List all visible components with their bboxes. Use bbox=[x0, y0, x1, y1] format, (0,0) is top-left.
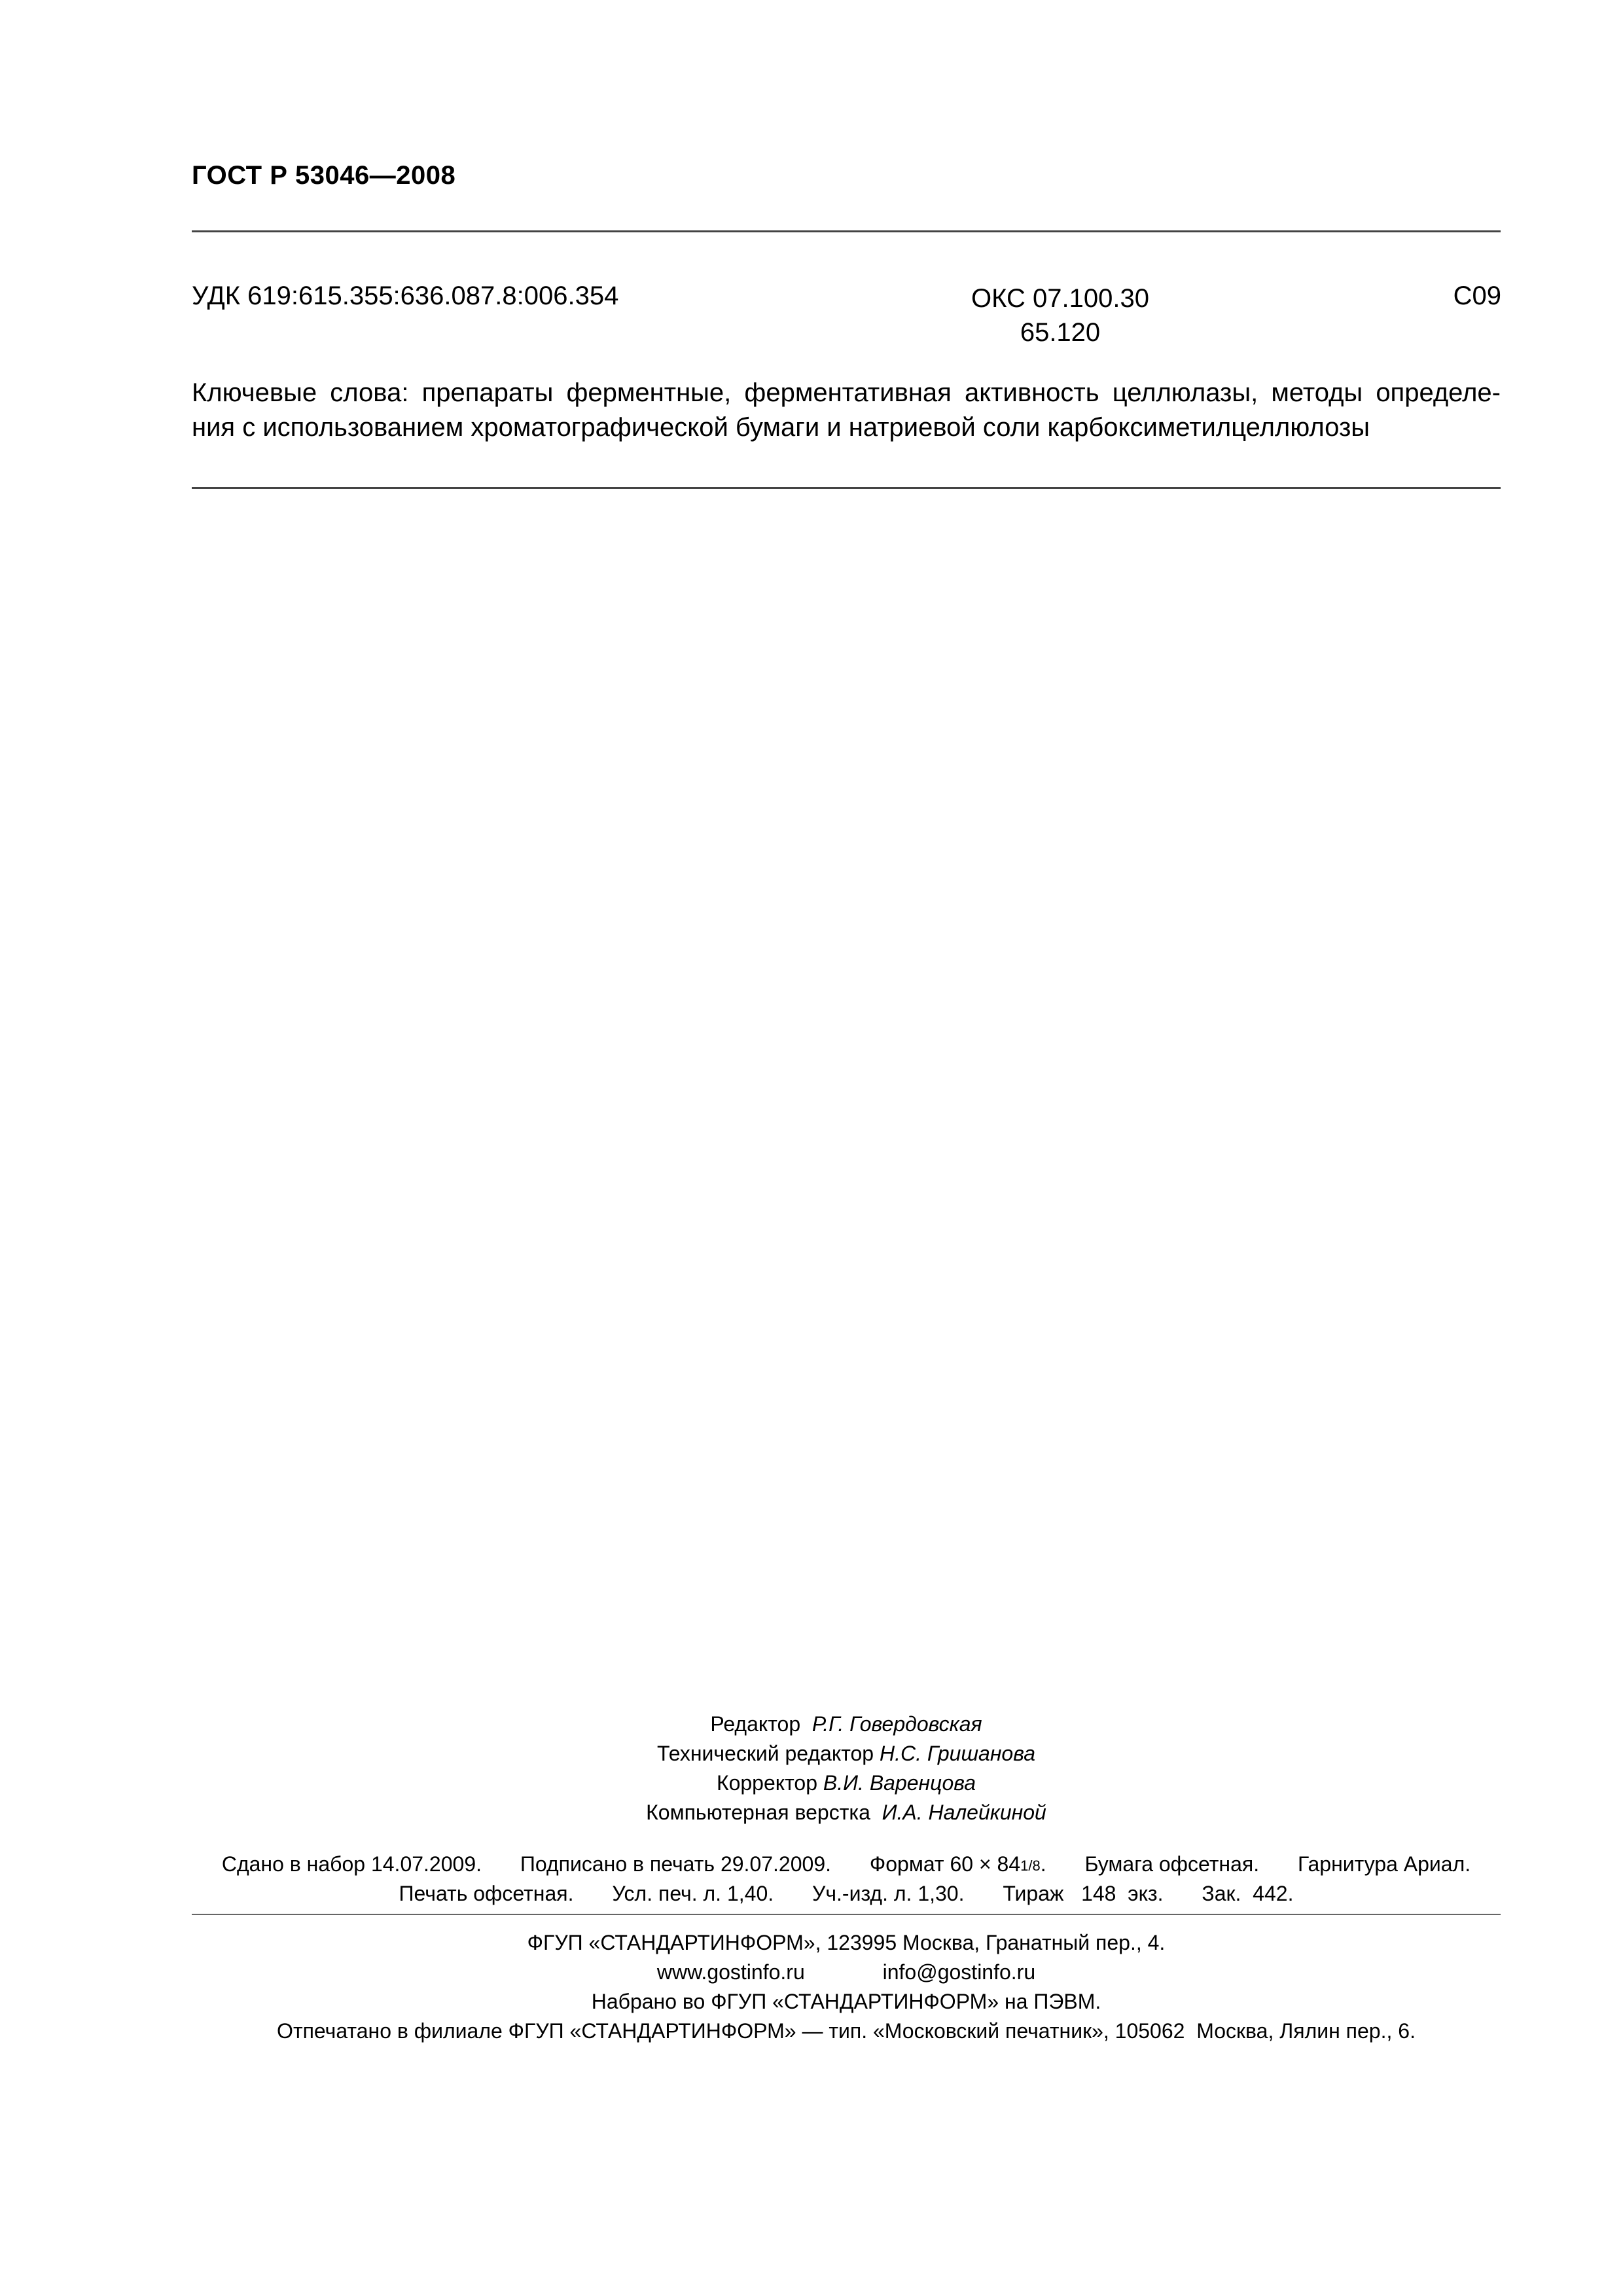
imprint-publisher-sheets: Уч.-изд. л. 1,30. bbox=[812, 1882, 965, 1905]
publisher-printed-at: Отпечатано в филиале ФГУП «СТАНДАРТИНФОРМ» — тип. «Московский печатник», 105062 Москва, Лялин пер., 6. bbox=[277, 2019, 1416, 2043]
imprint-print-type: Печать офсетная. bbox=[399, 1882, 574, 1905]
imprint-block bbox=[192, 1850, 1501, 1909]
credit-editor bbox=[192, 1710, 1501, 1739]
publisher-typeset-at: Набрано во ФГУП «СТАНДАРТИНФОРМ» на ПЭВМ. bbox=[591, 1990, 1101, 2013]
imprint-order: Зак. 442. bbox=[1202, 1882, 1294, 1905]
credit-name: Н.С. Гришанова bbox=[879, 1742, 1036, 1765]
oks-code-primary: ОКС 07.100.30 bbox=[971, 284, 1149, 313]
credit-tech-editor bbox=[192, 1739, 1501, 1768]
credit-role: Редактор bbox=[710, 1712, 801, 1736]
credit-name: Р.Г. Говердовская bbox=[812, 1712, 982, 1736]
credit-role: Компьютерная верстка bbox=[646, 1801, 870, 1824]
keywords-line-1: Ключевые слова: препараты ферментные, ферментативная активность целлюлазы, методы определе- bbox=[192, 378, 1501, 407]
credit-name: И.А. Налейкиной bbox=[882, 1801, 1046, 1824]
imprint-format-suffix: . bbox=[1040, 1852, 1046, 1876]
publisher-contacts bbox=[192, 1958, 1501, 1987]
publisher-address: ФГУП «СТАНДАРТИНФОРМ», 123995 Москва, Гранатный пер., 4. bbox=[527, 1931, 1166, 1954]
imprint-circulation: Тираж 148 экз. bbox=[1003, 1882, 1164, 1905]
udk-code: УДК 619:615.355:636.087.8:006.354 bbox=[192, 281, 619, 310]
imprint-format-fraction: 1/8 bbox=[1020, 1857, 1041, 1874]
credit-role: Корректор bbox=[716, 1771, 818, 1795]
imprint-format bbox=[870, 1852, 1046, 1876]
imprint-sent-to-typeset: Сдано в набор 14.07.2009. bbox=[221, 1852, 482, 1876]
credit-role: Технический редактор bbox=[656, 1742, 874, 1765]
top-divider bbox=[192, 230, 1501, 232]
credit-proofreader bbox=[192, 1768, 1501, 1798]
credits-block bbox=[192, 1710, 1501, 1827]
imprint-print-sheets: Усл. печ. л. 1,40. bbox=[612, 1882, 774, 1905]
credit-layout bbox=[192, 1798, 1501, 1827]
oks-code-secondary: 65.120 bbox=[1020, 318, 1101, 347]
keywords-block bbox=[192, 376, 1501, 445]
imprint-typeface: Гарнитура Ариал. bbox=[1297, 1852, 1471, 1876]
group-code: С09 bbox=[1453, 281, 1501, 310]
publisher-website-link[interactable]: www.gostinfo.ru bbox=[656, 1960, 805, 1984]
keywords-divider bbox=[192, 487, 1501, 489]
imprint-paper: Бумага офсетная. bbox=[1084, 1852, 1260, 1876]
imprint-divider bbox=[192, 1914, 1501, 1915]
document-id: ГОСТ Р 53046—2008 bbox=[192, 161, 456, 190]
keywords-line-2: ния с использованием хроматографической бумаги и натриевой соли карбоксиметилцеллюлозы bbox=[192, 413, 1370, 442]
publisher-email-link[interactable]: info@gostinfo.ru bbox=[882, 1960, 1036, 1984]
imprint-format-prefix: Формат 60 × 84 bbox=[869, 1852, 1021, 1876]
credit-name: В.И. Варенцова bbox=[823, 1771, 976, 1795]
imprint-line-1 bbox=[192, 1850, 1501, 1879]
oks-codes bbox=[955, 281, 1165, 350]
publisher-block bbox=[192, 1928, 1501, 2046]
imprint-line-2 bbox=[192, 1879, 1501, 1909]
imprint-signed-to-print: Подписано в печать 29.07.2009. bbox=[520, 1852, 831, 1876]
